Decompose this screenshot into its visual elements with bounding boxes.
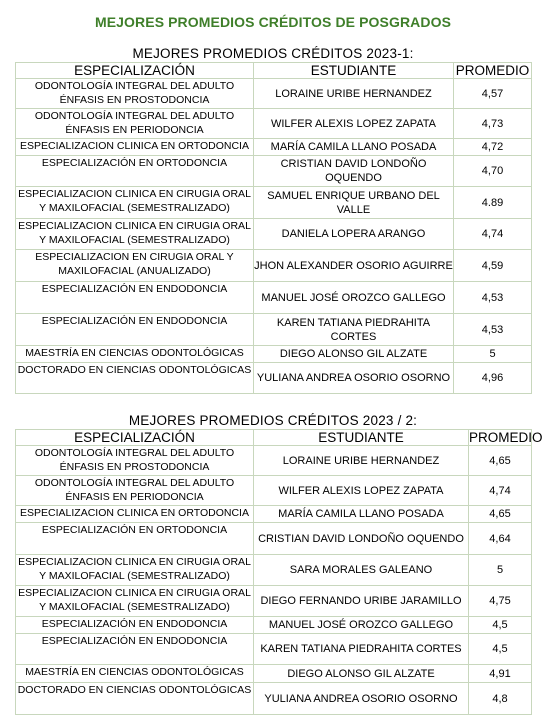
table-row bbox=[16, 79, 532, 109]
cell-estudiante: YULIANA ANDREA OSORIO OSORNO bbox=[254, 683, 469, 715]
cell-promedio: 4,8 bbox=[469, 683, 532, 715]
table-2-title: MEJORES PROMEDIOS CRÉDITOS 2023 / 2: bbox=[128, 413, 418, 428]
cell-especializacion: ESPECIALIZACION CLINICA EN CIRUGIA ORAL Y MAXILOFACIAL (SEMESTRALIZADO) bbox=[16, 555, 254, 586]
table-row bbox=[16, 617, 532, 634]
cell-especializacion: ESPECIALIZACION CLINICA EN CIRUGIA ORAL Y MAXILOFACIAL (SEMESTRALIZADO) bbox=[16, 219, 254, 250]
table-row bbox=[16, 314, 532, 346]
cell-estudiante: SARA MORALES GALEANO bbox=[254, 555, 469, 586]
cell-promedio: 4,65 bbox=[469, 506, 532, 523]
table-2023-1 bbox=[15, 62, 532, 394]
cell-estudiante: LORAINE URIBE HERNANDEZ bbox=[254, 79, 454, 109]
cell-estudiante: MARÍA CAMILA LLANO POSADA bbox=[254, 506, 469, 523]
cell-estudiante: SAMUEL ENRIQUE URBANO DEL VALLE bbox=[254, 187, 454, 219]
cell-especializacion: ESPECIALIZACION EN CIRUGIA ORAL Y MAXILOFACIAL (ANUALIZADO) bbox=[16, 250, 254, 282]
cell-especializacion: ODONTOLOGÍA INTEGRAL DEL ADULTO ÉNFASIS EN PROSTODONCIA bbox=[16, 446, 254, 476]
cell-especializacion: DOCTORADO EN CIENCIAS ODONTOLÓGICAS bbox=[16, 683, 254, 715]
cell-estudiante: WILFER ALEXIS LOPEZ ZAPATA bbox=[254, 109, 454, 139]
cell-especializacion: ODONTOLOGÍA INTEGRAL DEL ADULTO ÉNFASIS EN PROSTODONCIA bbox=[16, 79, 254, 109]
header-promedio: PROMEDIO bbox=[454, 63, 532, 79]
cell-especializacion: ESPECIALIZACION CLINICA EN ORTODONCIA bbox=[16, 139, 254, 156]
cell-promedio: 4,70 bbox=[454, 156, 532, 187]
cell-promedio: 4,53 bbox=[454, 282, 532, 314]
cell-promedio: 4.89 bbox=[454, 187, 532, 219]
table-row bbox=[16, 586, 532, 617]
table-2023-2 bbox=[15, 429, 543, 715]
table-header-row bbox=[16, 430, 532, 446]
cell-especializacion: ESPECIALIZACION CLINICA EN ORTODONCIA bbox=[16, 506, 254, 523]
cell-promedio: 4,57 bbox=[454, 79, 532, 109]
header-especializacion: ESPECIALIZACIÓN bbox=[16, 430, 254, 446]
cell-estudiante: CRISTIAN DAVID LONDOÑO OQUENDO bbox=[254, 156, 454, 187]
cell-estudiante: MANUEL JOSÉ OROZCO GALLEGO bbox=[254, 282, 454, 314]
cell-estudiante: WILFER ALEXIS LOPEZ ZAPATA bbox=[254, 476, 469, 506]
cell-estudiante: KAREN TATIANA PIEDRAHITA CORTES bbox=[254, 314, 454, 346]
cell-estudiante: DIEGO ALONSO GIL ALZATE bbox=[254, 665, 469, 683]
header-especializacion: ESPECIALIZACIÓN bbox=[16, 63, 254, 79]
page-title: MEJORES PROMEDIOS CRÉDITOS DE POSGRADOS bbox=[94, 14, 452, 30]
table-row bbox=[16, 109, 532, 139]
table-row bbox=[16, 187, 532, 219]
cell-especializacion: ESPECIALIZACIÓN EN ENDODONCIA bbox=[16, 617, 254, 634]
cell-especializacion: ESPECIALIZACIÓN EN ENDODONCIA bbox=[16, 314, 254, 346]
table-row bbox=[16, 250, 532, 282]
cell-especializacion: ESPECIALIZACION CLINICA EN CIRUGIA ORAL Y MAXILOFACIAL (SEMESTRALIZADO) bbox=[16, 586, 254, 617]
table-row bbox=[16, 634, 532, 665]
cell-estudiante: MANUEL JOSÉ OROZCO GALLEGO bbox=[254, 617, 469, 634]
cell-especializacion: ODONTOLOGÍA INTEGRAL DEL ADULTO ÉNFASIS EN PERIODONCIA bbox=[16, 476, 254, 506]
cell-especializacion: ODONTOLOGÍA INTEGRAL DEL ADULTO ÉNFASIS EN PERIODONCIA bbox=[16, 109, 254, 139]
cell-estudiante: JHON ALEXANDER OSORIO AGUIRRE bbox=[254, 250, 454, 282]
cell-especializacion: ESPECIALIZACIÓN EN ENDODONCIA bbox=[16, 282, 254, 314]
cell-especializacion: ESPECIALIZACIÓN EN ENDODONCIA bbox=[16, 634, 254, 665]
table-header-row bbox=[16, 63, 532, 79]
cell-promedio: 4,72 bbox=[454, 139, 532, 156]
cell-promedio: 5 bbox=[454, 346, 532, 363]
table-row bbox=[16, 683, 532, 715]
header-estudiante: ESTUDIANTE bbox=[254, 430, 469, 446]
table-row bbox=[16, 523, 532, 555]
cell-promedio: 4,5 bbox=[469, 634, 532, 665]
cell-estudiante: YULIANA ANDREA OSORIO OSORNO bbox=[254, 363, 454, 394]
table-row bbox=[16, 156, 532, 187]
header-estudiante: ESTUDIANTE bbox=[254, 63, 454, 79]
table-row bbox=[16, 346, 532, 363]
table-row bbox=[16, 363, 532, 394]
table-row bbox=[16, 139, 532, 156]
cell-especializacion: DOCTORADO EN CIENCIAS ODONTOLÓGICAS bbox=[16, 363, 254, 394]
cell-promedio: 4,65 bbox=[469, 446, 532, 476]
cell-especializacion: MAESTRÍA EN CIENCIAS ODONTOLÓGICAS bbox=[16, 346, 254, 363]
table-row bbox=[16, 555, 532, 586]
header-promedio: PROMEDIO bbox=[469, 430, 543, 445]
cell-promedio: 4,75 bbox=[469, 586, 532, 617]
cell-estudiante: DANIELA LOPERA ARANGO bbox=[254, 219, 454, 250]
cell-promedio: 5 bbox=[469, 555, 532, 586]
table-row bbox=[16, 282, 532, 314]
cell-especializacion: ESPECIALIZACIÓN EN ORTODONCIA bbox=[16, 156, 254, 187]
cell-especializacion: MAESTRÍA EN CIENCIAS ODONTOLÓGICAS bbox=[16, 665, 254, 683]
cell-promedio: 4,5 bbox=[469, 617, 532, 634]
cell-promedio: 4,64 bbox=[469, 523, 532, 555]
cell-promedio: 4,96 bbox=[454, 363, 532, 394]
table-1-title: MEJORES PROMEDIOS CRÉDITOS 2023-1: bbox=[132, 46, 414, 61]
cell-estudiante: MARÍA CAMILA LLANO POSADA bbox=[254, 139, 454, 156]
cell-promedio: 4,74 bbox=[469, 476, 532, 506]
cell-especializacion: ESPECIALIZACION CLINICA EN CIRUGIA ORAL Y MAXILOFACIAL (SEMESTRALIZADO) bbox=[16, 187, 254, 219]
cell-promedio: 4,59 bbox=[454, 250, 532, 282]
cell-promedio: 4,53 bbox=[454, 314, 532, 346]
cell-estudiante: DIEGO ALONSO GIL ALZATE bbox=[254, 346, 454, 363]
table-row bbox=[16, 446, 532, 476]
cell-estudiante: LORAINE URIBE HERNANDEZ bbox=[254, 446, 469, 476]
cell-promedio: 4,73 bbox=[454, 109, 532, 139]
cell-estudiante: KAREN TATIANA PIEDRAHITA CORTES bbox=[254, 634, 469, 665]
cell-promedio: 4,91 bbox=[469, 665, 532, 683]
cell-estudiante: DIEGO FERNANDO URIBE JARAMILLO bbox=[254, 586, 469, 617]
cell-especializacion: ESPECIALIZACIÓN EN ORTODONCIA bbox=[16, 523, 254, 555]
table-row bbox=[16, 665, 532, 683]
table-row bbox=[16, 506, 532, 523]
table-row bbox=[16, 476, 532, 506]
table-row bbox=[16, 219, 532, 250]
cell-promedio: 4,74 bbox=[454, 219, 532, 250]
cell-estudiante: CRISTIAN DAVID LONDOÑO OQUENDO bbox=[254, 523, 469, 555]
